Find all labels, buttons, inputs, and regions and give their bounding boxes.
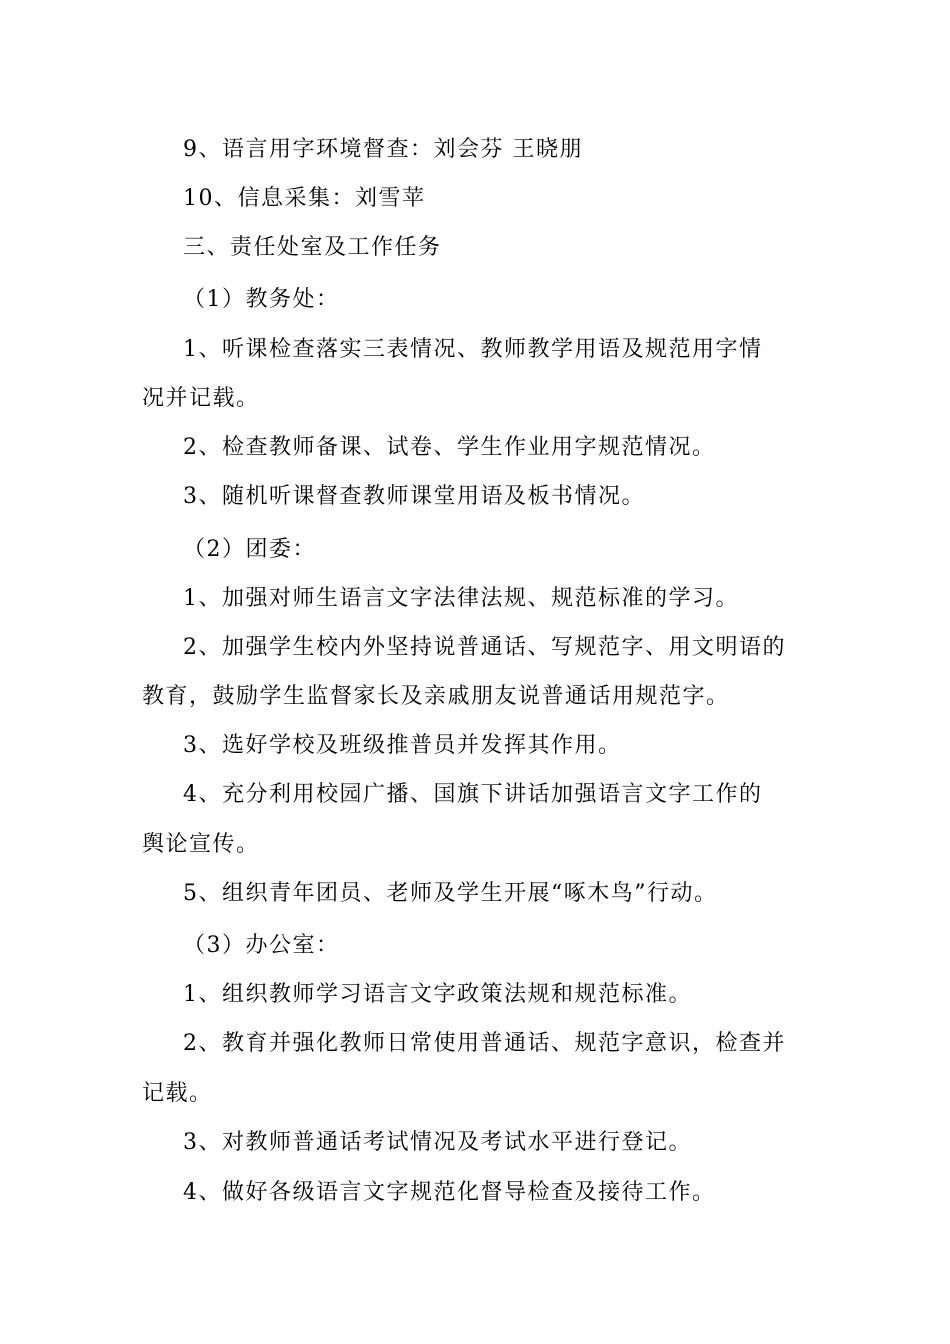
league-item-2-line-2: 教育，鼓励学生监督家长及亲戚朋友说普通话用规范字。 [142, 684, 730, 709]
league-item-2-line-1: 2、加强学生校内外坚持说普通话、写规范字、用文明语的 [183, 635, 786, 660]
office-item-2-line-1: 2、教育并强化教师日常使用普通话、规范字意识，检查并 [183, 1031, 786, 1056]
list-item-10-information-collection: 10、信息采集：刘雪苹 [183, 186, 426, 211]
league-item-4-line-2: 舆论宣传。 [142, 832, 260, 857]
office-item-4: 4、做好各级语言文字规范化督导检查及接待工作。 [183, 1180, 716, 1205]
list-item-9-language-environment-inspection: 9、语言用字环境督查：刘会芬 王晓朋 [183, 137, 583, 162]
section-heading-responsible-offices: 三、责任处室及工作任务 [183, 235, 442, 260]
academic-item-1-line-1: 1、听课检查落实三表情况、教师教学用语及规范用字情 [183, 337, 763, 362]
league-item-5: 5、组织青年团员、老师及学生开展“啄木鸟”行动。 [183, 881, 718, 906]
office-item-2-line-2: 记载。 [142, 1081, 213, 1106]
academic-item-2: 2、检查教师备课、试卷、学生作业用字规范情况。 [183, 435, 716, 460]
academic-item-3: 3、随机听课督查教师课堂用语及板书情况。 [183, 484, 645, 509]
academic-item-1-line-2: 况并记载。 [142, 386, 260, 411]
league-item-4-line-1: 4、充分利用校园广播、国旗下讲话加强语言文字工作的 [183, 782, 763, 807]
subheading-academic-affairs: （1）教务处： [183, 287, 340, 312]
league-item-1: 1、加强对师生语言文字法律法规、规范标准的学习。 [183, 586, 739, 611]
league-item-3: 3、选好学校及班级推普员并发挥其作用。 [183, 733, 622, 758]
office-item-1: 1、组织教师学习语言文字政策法规和规范标准。 [183, 982, 692, 1007]
subheading-office: （3）办公室： [183, 933, 340, 958]
subheading-youth-league: （2）团委： [183, 537, 316, 562]
office-item-3: 3、对教师普通话考试情况及考试水平进行登记。 [183, 1130, 692, 1155]
